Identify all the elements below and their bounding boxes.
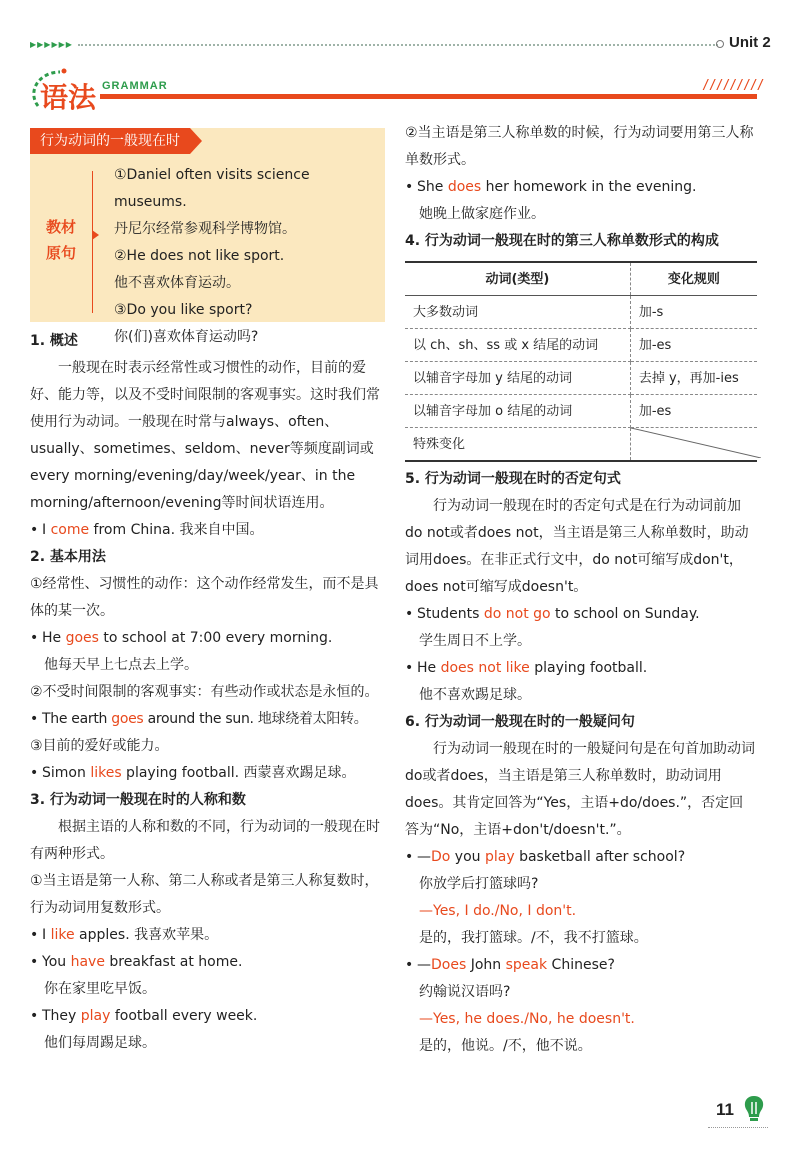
page-number: 11: [716, 1100, 734, 1119]
question-text: 行为动词一般现在时的一般疑问句是在句首加助动词do或者does，当主语是第三人称单数时，助动词用does。其肯定回答为“Yes，主语+do/does.”，否定回答为“No，主语+don't/doesn't.”。: [405, 741, 755, 838]
textbook-line: 你(们)喜欢体育运动吗?: [114, 329, 259, 345]
diagonal-line: [631, 428, 761, 458]
dialog-question: [405, 952, 757, 979]
example-translation: 他不喜欢踢足球。: [419, 687, 531, 703]
example-sentence: [30, 517, 385, 544]
textbook-line: 丹尼尔经常参观科学博物馆。: [114, 221, 296, 237]
example-sentence: [405, 174, 757, 201]
example-text: —: [417, 957, 431, 973]
example-text: You: [42, 954, 71, 970]
lightbulb-icon: [741, 1094, 767, 1124]
example-translation: 你放学后打篮球吗?: [419, 876, 539, 892]
dialog-answer: —Yes, he does./No, he doesn't.: [419, 1011, 635, 1027]
example-text: from China. 我来自中国。: [89, 522, 264, 538]
table-row: [405, 362, 757, 395]
table-header-row: [405, 262, 757, 296]
section-title: 语法: [40, 81, 97, 114]
table-header: 动词(类型): [405, 262, 630, 296]
table-cell-blank: [630, 428, 757, 462]
table-cell: 以 ch、sh、ss 或 x 结尾的动词: [405, 329, 630, 362]
example-text: He: [42, 630, 66, 646]
example-text: I: [42, 522, 51, 538]
example-text: playing football.: [529, 660, 648, 676]
example-sentence: [30, 1003, 385, 1030]
negative-text: 行为动词一般现在时的否定句式是在行为动词前加do not或者does not，当主语是第三人称单数时，助动词用does。在非正式行文中，do not可缩写成don't，does not可缩写成doesn't。: [405, 498, 749, 595]
example-sentence: [30, 949, 385, 976]
table-row: [405, 428, 757, 462]
heading-third-person-form: 4. 行为动词一般现在时的第三人称单数形式的构成: [405, 233, 719, 249]
table-cell: 以辅音字母加 o 结尾的动词: [405, 395, 630, 428]
example-text: around the sun. 地球绕着太阳转。: [143, 711, 368, 727]
example-text: She: [417, 179, 448, 195]
table-row: [405, 329, 757, 362]
example-highlight: have: [70, 954, 105, 970]
example-text: Simon: [42, 765, 91, 781]
example-text: her homework in the evening.: [481, 179, 697, 195]
table-header: 变化规则: [630, 262, 757, 296]
header-arrow-dots: ▶▶▶▶▶▶: [30, 40, 73, 49]
example-sentence: [30, 922, 385, 949]
example-sentence: [30, 760, 385, 787]
table-row: [405, 395, 757, 428]
example-translation: 他每天早上七点去上学。: [44, 657, 198, 673]
textbook-line: ③Do you like sport?: [114, 302, 253, 318]
example-text: —: [417, 849, 431, 865]
example-translation: 约翰说汉语吗?: [419, 984, 511, 1000]
page-number-rule: [708, 1127, 768, 1128]
example-highlight: goes: [65, 630, 99, 646]
example-translation: 你在家里吃早饭。: [44, 981, 156, 997]
example-text: apples. 我喜欢苹果。: [74, 927, 219, 943]
example-sentence: [405, 655, 757, 682]
table-cell: 去掉 y，再加-ies: [630, 362, 757, 395]
textbook-label-line1: 教材: [46, 218, 77, 236]
example-translation: 学生周日不上学。: [419, 633, 531, 649]
textbook-label-line2: 原句: [46, 244, 77, 262]
example-highlight: does: [447, 179, 482, 195]
example-text: Students: [417, 606, 484, 622]
heading-basic-usage: 2. 基本用法: [30, 549, 106, 565]
table-cell: 加-s: [630, 296, 757, 329]
example-text: They: [42, 1008, 81, 1024]
example-text: to school on Sunday.: [550, 606, 700, 622]
textbook-line: ①Daniel often visits science museums.: [114, 167, 310, 210]
usage-item: ①经常性、习惯性的动作：这个动作经常发生，而不是具体的某一次。: [30, 576, 379, 619]
section-title-en: GRAMMAR: [102, 80, 168, 92]
heading-overview: 1. 概述: [30, 333, 78, 349]
textbook-label: [46, 214, 86, 266]
section-bar: [100, 94, 757, 99]
example-text: John: [466, 957, 506, 973]
person-number-text: 根据主语的人称和数的不同，行为动词的一般现在时有两种形式。: [30, 819, 380, 862]
example-highlight: goes: [111, 711, 144, 727]
example-translation: 是的，他说。/不，他不说。: [419, 1038, 592, 1054]
header-rule-end-icon: [716, 40, 724, 48]
example-text: basketball after school?: [514, 849, 686, 865]
example-highlight: likes: [90, 765, 122, 781]
example-sentence: [405, 601, 757, 628]
heading-question: 6. 行为动词一般现在时的一般疑问句: [405, 714, 635, 730]
example-sentence: [30, 625, 385, 652]
left-column: [30, 128, 385, 1057]
example-highlight: like: [50, 927, 75, 943]
example-translation: 是的，我打篮球。/不，我不打篮球。: [419, 930, 648, 946]
form-rule: ①当主语是第一人称、第二人称或者是第三人称复数时，行为动词用复数形式。: [30, 873, 379, 916]
textbook-line: ②He does not like sport.: [114, 248, 285, 264]
example-highlight: does not like: [440, 660, 530, 676]
textbook-bracket: [92, 171, 105, 313]
example-highlight: Do: [431, 849, 451, 865]
table-row: [405, 296, 757, 329]
example-highlight: Does: [431, 957, 467, 973]
example-highlight: speak: [505, 957, 548, 973]
table-cell: 加-es: [630, 329, 757, 362]
header-rule: [78, 44, 718, 46]
usage-item: ②不受时间限制的客观事实：有些动作或状态是永恒的。: [30, 684, 379, 700]
example-sentence: [30, 706, 385, 733]
unit-label: Unit 2: [729, 34, 771, 51]
example-text: to school at 7:00 every morning.: [98, 630, 333, 646]
example-text: Chinese?: [547, 957, 615, 973]
example-text: you: [450, 849, 485, 865]
example-text: The earth: [42, 711, 112, 727]
right-column: [405, 120, 757, 1060]
example-translation: 她晚上做家庭作业。: [419, 206, 545, 222]
form-rule: ②当主语是第三人称单数的时候，行为动词要用第三人称单数形式。: [405, 125, 754, 168]
example-text: He: [417, 660, 441, 676]
table-cell: 加-es: [630, 395, 757, 428]
conjugation-table: [405, 261, 757, 462]
example-highlight: play: [80, 1008, 111, 1024]
dialog-answer: —Yes, I do./No, I don't.: [419, 903, 577, 919]
example-highlight: play: [484, 849, 515, 865]
textbook-tag: 行为动词的一般现在时: [30, 128, 190, 154]
table-cell: 以辅音字母加 y 结尾的动词: [405, 362, 630, 395]
example-text: breakfast at home.: [104, 954, 243, 970]
textbook-line: 他不喜欢体育运动。: [114, 275, 240, 291]
arrow-right-icon: [92, 230, 99, 240]
example-translation: 他们每周踢足球。: [44, 1035, 156, 1051]
example-text: I: [42, 927, 51, 943]
example-highlight: come: [50, 522, 90, 538]
example-text: playing football. 西蒙喜欢踢足球。: [121, 765, 356, 781]
example-highlight: do not go: [483, 606, 551, 622]
heading-person-number: 3. 行为动词一般现在时的人称和数: [30, 792, 246, 808]
dialog-question: [405, 844, 757, 871]
example-text: football every week.: [110, 1008, 258, 1024]
overview-text: 一般现在时表示经常性或习惯性的动作，目前的爱好、能力等，以及不受时间限制的客观事实。这时我们常使用行为动词。一般现在时常与always、often、usually、sometimes、seldom、never等频度副词或every morning/evening/day/week/year、in the morning/afternoon/evening等时间状语连用。: [30, 360, 380, 511]
textbook-sentences: [114, 162, 384, 351]
table-cell: 大多数动词: [405, 296, 630, 329]
table-cell: 特殊变化: [405, 428, 630, 462]
heading-negative: 5. 行为动词一般现在时的否定句式: [405, 471, 621, 487]
usage-item: ③目前的爱好或能力。: [30, 738, 169, 754]
section-hatch: /////////: [702, 78, 764, 93]
